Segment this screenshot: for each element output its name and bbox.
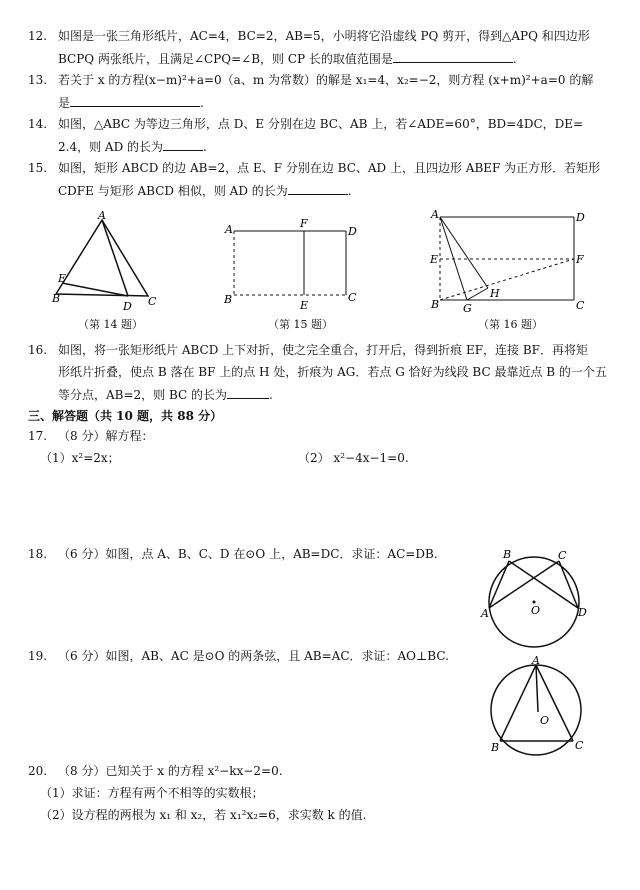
q19-line: [28, 648, 449, 664]
q20-number: 20.: [28, 764, 48, 778]
fig19-label-o: O: [540, 714, 550, 727]
fig18-label-a: A: [481, 607, 489, 620]
fig19-label-b: B: [491, 741, 500, 754]
fig14-label-b: B: [52, 292, 61, 305]
fig16-label-a: A: [431, 208, 439, 221]
q16-text-3: 等分点，AB=2，则 BC 的长为: [58, 388, 228, 402]
q17-part1: （1）x²=2x；: [40, 451, 120, 465]
figure-16: [426, 205, 596, 315]
fig14-label-e: E: [58, 272, 67, 285]
fig16-segment-ah: [440, 217, 488, 288]
q12-period: .: [512, 52, 517, 66]
fig19-label-a: A: [532, 654, 540, 667]
fig16-label-b: B: [431, 298, 440, 311]
fig19-chord-ac: [536, 665, 573, 741]
fig16-fold-ag: [440, 217, 467, 300]
fig18-label-c: C: [558, 549, 567, 562]
figure-18: [476, 546, 594, 650]
q15-text-1: 如图，矩形 ABCD 的边 AB=2，点 E、F 分别在边 BC、AD 上，且四边形 ABEF 为正方形．若矩形: [58, 161, 601, 175]
q13-line2: [58, 94, 204, 111]
fig16-label-d: D: [576, 211, 585, 224]
q20-part2: （2）设方程的两根为 x₁ 和 x₂，若 x₁²x₂=6，求实数 k 的值.: [40, 808, 367, 822]
q14-answer-blank[interactable]: [163, 138, 203, 151]
fig15-label-c: C: [348, 291, 357, 304]
q16-period: .: [269, 388, 273, 402]
q15-line2: [58, 182, 352, 199]
figure-15: [222, 215, 362, 315]
fig16-label-g: G: [463, 302, 472, 315]
q17-line: [28, 428, 153, 444]
figure-14: [50, 210, 170, 320]
q18-stem: （6 分）如图，点 A、B、C、D 在⊙O 上，AB=DC．求证：AC=DB.: [58, 547, 438, 561]
q18-number: 18.: [28, 547, 48, 561]
q16-line1: [28, 342, 588, 358]
q20-stem: （8 分）已知关于 x 的方程 x²−kx−2=0.: [58, 764, 283, 778]
fig14-segment-ad: [102, 220, 128, 296]
fig18-label-b: B: [503, 548, 512, 561]
q15-answer-blank[interactable]: [288, 182, 348, 195]
q14-line2: [58, 138, 207, 155]
q12-line2: [58, 50, 517, 67]
q13-period: .: [200, 96, 204, 110]
q15-number: 15.: [28, 161, 48, 175]
q16-answer-blank[interactable]: [227, 386, 269, 399]
q13-number: 13.: [28, 73, 48, 87]
q13-answer-blank[interactable]: [70, 94, 200, 107]
q14-number: 14.: [28, 117, 48, 131]
fig15-label-e: E: [300, 299, 309, 312]
q14-period: .: [203, 140, 207, 154]
q18-line: [28, 546, 438, 562]
fig18-label-d: D: [578, 606, 587, 619]
q12-text-1: 如图是一张三角形纸片，AC=4，BC=2，AB=5，小明将它沿虚线 PQ 剪开，得到△APQ 和四边形: [58, 29, 590, 43]
fig14-label-d: D: [123, 300, 132, 313]
q15-text-2: CDFE 与矩形 ABCD 相似，则 AD 的长为: [58, 184, 288, 198]
fig16-label-e: E: [430, 253, 439, 266]
q12-text-2: BCPQ 两张纸片，且满足∠CPQ=∠B，则 CP 长的取值范围是: [58, 52, 393, 66]
fig18-label-o: O: [531, 604, 541, 617]
q12-number: 12.: [28, 29, 48, 43]
q13-text-2: 是: [58, 96, 71, 110]
q14-text-2: 2.4，则 AD 的长为: [58, 140, 164, 154]
fig15-label-f: F: [300, 217, 308, 230]
fig14-label-a: A: [98, 210, 106, 222]
q16-line2: [58, 364, 607, 380]
q15-period: .: [347, 184, 352, 198]
q13-text-1: 若关于 x 的方程(x−m)²+a=0（a、m 为常数）的解是 x₁=4，x₂=−2，则方程 (x+m)²+a=0 的解: [58, 73, 594, 87]
q16-number: 16.: [28, 343, 48, 357]
q14-line1: [28, 116, 583, 132]
fig14-label-c: C: [148, 295, 157, 308]
q16-text-2: 形纸片折叠，使点 B 落在 BF 上的点 H 处，折痕为 AG．若点 G 恰好为线段 BC 最靠近点 B 的一个五: [58, 365, 607, 379]
q15-line1: [28, 160, 600, 176]
q16-text-1: 如图，将一张矩形纸片 ABCD 上下对折，使之完全重合，打开后，得到折痕 EF，连接 BF．再将矩: [58, 343, 589, 357]
q20-part1: （1）求证：方程有两个不相等的实数根；: [40, 786, 264, 800]
fig15-label-d: D: [348, 225, 357, 238]
q12-line1: [28, 28, 590, 44]
q16-line3: [58, 386, 273, 403]
q13-line1: [28, 72, 593, 88]
fig19-label-c: C: [575, 739, 584, 752]
section-3-title: 三、解答题（共 10 题，共 88 分）: [28, 409, 223, 423]
fig18-chord-bd: [509, 561, 578, 608]
fig16-label-f: F: [576, 253, 584, 266]
fig15-label-a: A: [225, 223, 233, 236]
q12-answer-blank[interactable]: [393, 50, 513, 63]
fig16-label-h: H: [490, 287, 500, 300]
fig15-label-b: B: [224, 293, 233, 306]
fig14-caption: （第 14 题）: [78, 318, 143, 331]
figure-19: [486, 654, 592, 756]
q17-stem: （8 分）解方程：: [58, 429, 154, 443]
fig16-label-c: C: [576, 299, 585, 312]
q17-number: 17.: [28, 429, 48, 443]
q19-stem: （6 分）如图，AB、AC 是⊙O 的两条弦，且 AB=AC．求证：AO⊥BC.: [58, 649, 449, 663]
fig15-caption: （第 15 题）: [268, 318, 333, 331]
q14-text-1: 如图，△ABC 为等边三角形，点 D、E 分别在边 BC、AB 上，若∠ADE=60°，BD=4DC，DE=: [58, 117, 584, 131]
q20-line: [28, 763, 283, 779]
fig16-segment-gh: [467, 288, 488, 300]
fig16-caption: （第 16 题）: [478, 318, 543, 331]
q17-part2: （2） x²−4x−1=0.: [298, 451, 409, 465]
fig19-segment-ao: [536, 665, 538, 712]
q19-number: 19.: [28, 649, 48, 663]
